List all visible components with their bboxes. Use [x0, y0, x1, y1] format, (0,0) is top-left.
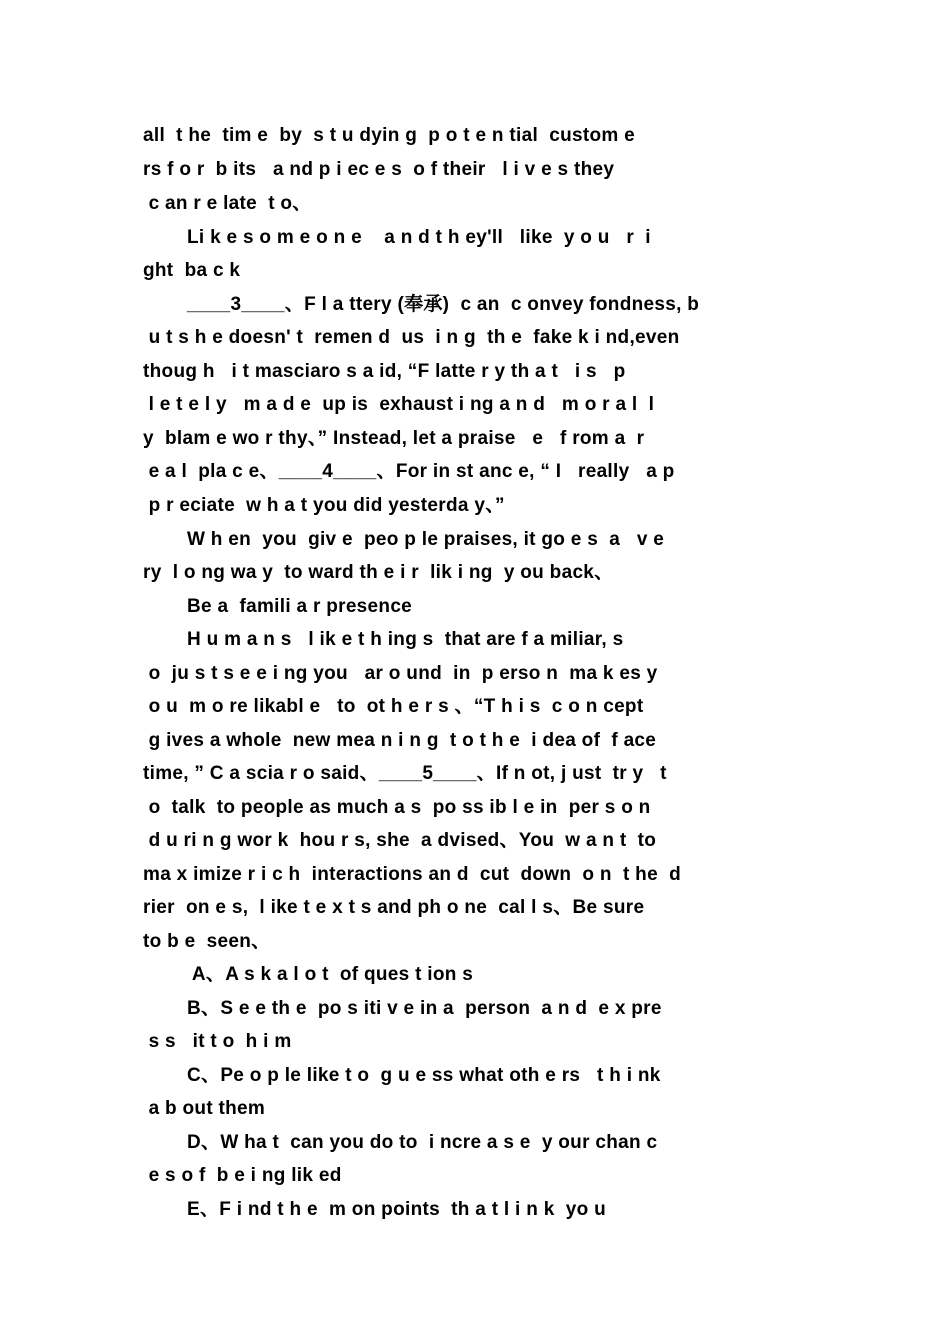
- text-line: ry l o ng wa y to ward th e i r lik i ng y ou back、: [143, 562, 614, 583]
- text-line: to b e seen、: [143, 931, 271, 952]
- text-line: time, ” C a scia r o said、____5____、If n ot, j ust tr y t: [143, 763, 667, 784]
- text-line: Li k e s o m e o n e a n d t h ey'll like y o u r i: [187, 227, 651, 248]
- text-line: g ives a whole new mea n i n g t o t h e i dea of f ace: [143, 730, 657, 751]
- text-line: rs f o r b its a nd p i ec e s o f their l i v e s they: [143, 159, 615, 180]
- text-line: o u m o re likabl e to ot h e r s 、“T h i s c o n cept: [143, 696, 644, 717]
- text-line: all t he tim e by s t u dyin g p o t e n tial custom e: [143, 125, 636, 146]
- text-line: A、A s k a l o t of ques t ion s: [187, 964, 474, 985]
- text-line: e s o f b e i ng lik ed: [143, 1165, 342, 1186]
- text-line: c an r e late t o、: [143, 193, 312, 214]
- text-line: a b out them: [143, 1098, 266, 1119]
- text-line: ght ba c k: [143, 260, 241, 281]
- text-line: W h en you giv e peo p le praises, it go e s a v e: [187, 529, 665, 550]
- text-line: rier on e s, l ike t e x t s and ph o ne cal l s、Be sure: [143, 897, 645, 918]
- text-line: o ju s t s e e i ng you ar o und in p erso n ma k es y: [143, 663, 658, 684]
- text-line: d u ri n g wor k hou r s, she a dvised、You w a n t to: [143, 830, 657, 851]
- text-line: l e t e l y m a d e up is exhaust i ng a n d m o r a l l: [143, 394, 655, 415]
- text-line: Be a famili a r presence: [187, 596, 413, 617]
- text-line: C、Pe o p le like t o g u e ss what oth e rs t h i nk: [187, 1065, 661, 1086]
- text-line: D、W ha t can you do to i ncre a s e y our chan c: [187, 1132, 658, 1153]
- text-line: H u m a n s l ik e t h ing s that are f a miliar, s: [187, 629, 624, 650]
- text-line: E、F i nd t h e m on points th a t l i n k yo u: [187, 1199, 606, 1220]
- text-line: e a l pla c e、____4____、For in st anc e, “ I really a p: [143, 461, 675, 482]
- text-line: ma x imize r i c h interactions an d cut down o n t he d: [143, 864, 682, 885]
- text-line: s s it t o h i m: [143, 1031, 292, 1052]
- text-line: ____3____、F l a ttery (奉承) c an c onvey fondness, b: [187, 294, 700, 315]
- text-line: o talk to people as much a s po ss ib l e in per s o n: [143, 797, 651, 818]
- text-line: thoug h i t masciaro s a id, “F latte r y th a t i s p: [143, 361, 626, 382]
- text-line: B、S e e th e po s iti v e in a person a n d e x pre: [187, 998, 662, 1019]
- text-line: u t s h e doesn' t remen d us i n g th e fake k i nd,even: [143, 327, 680, 348]
- text-line: p r eciate w h a t you did yesterda y、”: [143, 495, 505, 516]
- text-line: y blam e wo r thy、” Instead, let a praise e f rom a r: [143, 428, 645, 449]
